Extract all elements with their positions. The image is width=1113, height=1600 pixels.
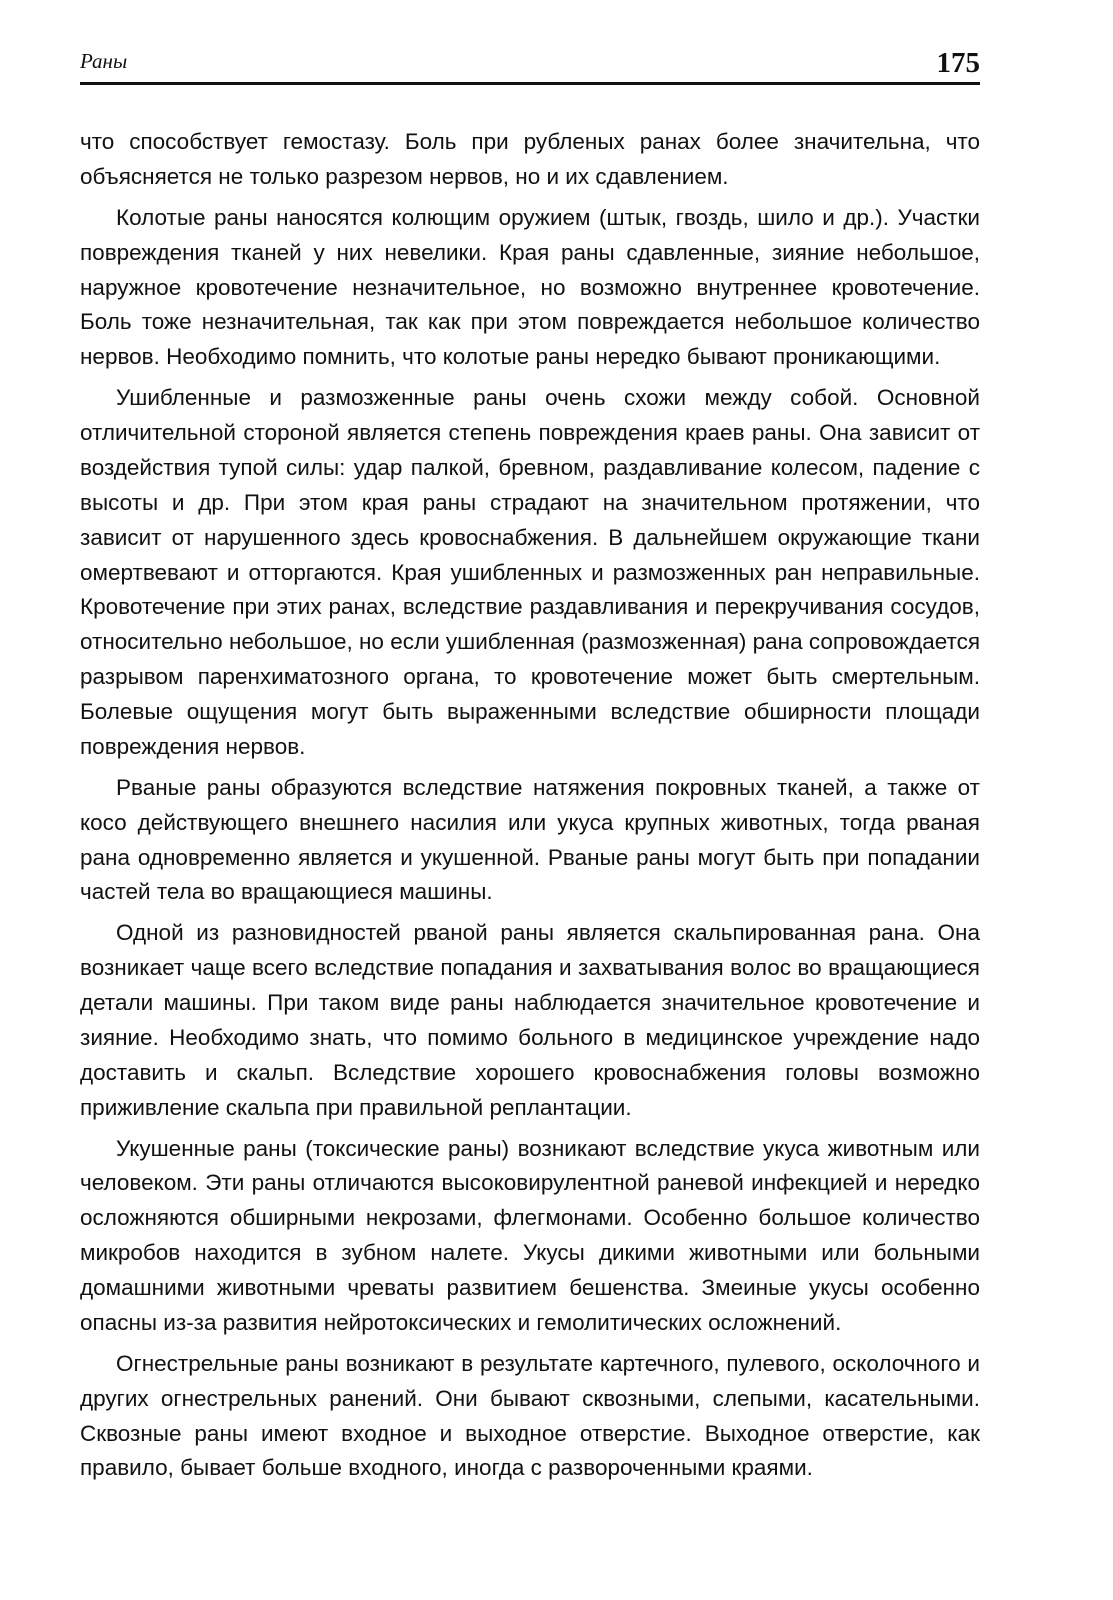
book-page <box>80 40 980 1492</box>
paragraph: Рваные раны образуются вследствие натяжения покровных тканей, а также от косо действующего внешнего насилия или укуса крупных животных, тогда рваная рана одновременно является и укушенной. Рваные раны могут быть при попадании частей тела во вращающиеся машины. <box>80 774 980 905</box>
running-header <box>80 40 980 85</box>
paragraph: что способствует гемостазу. Боль при рубленых ранах более значительна, что объясняется не только разрезом нервов, но и их сдавлением. <box>80 129 980 189</box>
paragraph: Колотые раны наносятся колющим оружием (штык, гвоздь, шило и др.). Участки повреждения тканей у них невелики. Края раны сдавленные, зияние небольшое, наружное кровотечение незначительное, но возможно внутреннее кровотечение. Боль тоже незначительная, так как при этом повреждается небольшое количество нервов. Необходимо помнить, что колотые раны нередко бывают проникающими. <box>80 204 980 370</box>
paragraph: Одной из разновидностей рваной раны является скальпированная рана. Она возникает чаще всего вследствие попадания и захватывания волос во вращающиеся детали машины. При таком виде раны наблюдается значительное кровотечение и зияние. Необходимо знать, что помимо больного в медицинское учреждение надо доставить и скальп. Вследствие хорошего кровоснабжения головы возможно приживление скальпа при правильной реплантации. <box>80 920 980 1120</box>
paragraph: Укушенные раны (токсические раны) возникают вследствие укуса животным или человеком. Эти раны отличаются высоковирулентной раневой инфекцией и нередко осложняются обширными некрозами, флегмонами. Особенно большое количество микробов находится в зубном налете. Укусы дикими животными или больными домашними животными чреваты развитием бешенства. Змеиные укусы особенно опасны из-за развития нейротоксических и гемолитических осложнений. <box>80 1135 980 1335</box>
section-title: Раны <box>80 49 128 73</box>
paragraph: Огнестрельные раны возникают в результате картечного, пулевого, осколочного и других огнестрельных ранений. Они бывают сквозными, слепыми, касательными. Сквозные раны имеют входное и выходное отверстие. Выходное отверстие, как правило, бывает больше входного, иногда с развороченными краями. <box>80 1350 980 1481</box>
page-number: 175 <box>936 47 980 79</box>
paragraph: Ушибленные и размозженные раны очень схожи между собой. Основной отличительной стороной является степень повреждения краев раны. Она зависит от воздействия тупой силы: удар палкой, бревном, раздавливание колесом, падение с высоты и др. При этом края раны страдают на значительном протяжении, что зависит от нарушенного здесь кровоснабжения. В дальнейшем окружающие ткани омертвевают и отторгаются. Края ушибленных и размозженных ран неправильные. Кровотечение при этих ранах, вследствие раздавливания и перекручивания сосудов, относительно небольшое, но если ушибленная (размозженная) рана сопровождается разрывом паренхиматозного органа, то кровотечение может быть смертельным. Болевые ощущения могут быть выраженными вследствие обширности площади повреждения нервов. <box>80 385 980 759</box>
body-text <box>80 125 980 1486</box>
